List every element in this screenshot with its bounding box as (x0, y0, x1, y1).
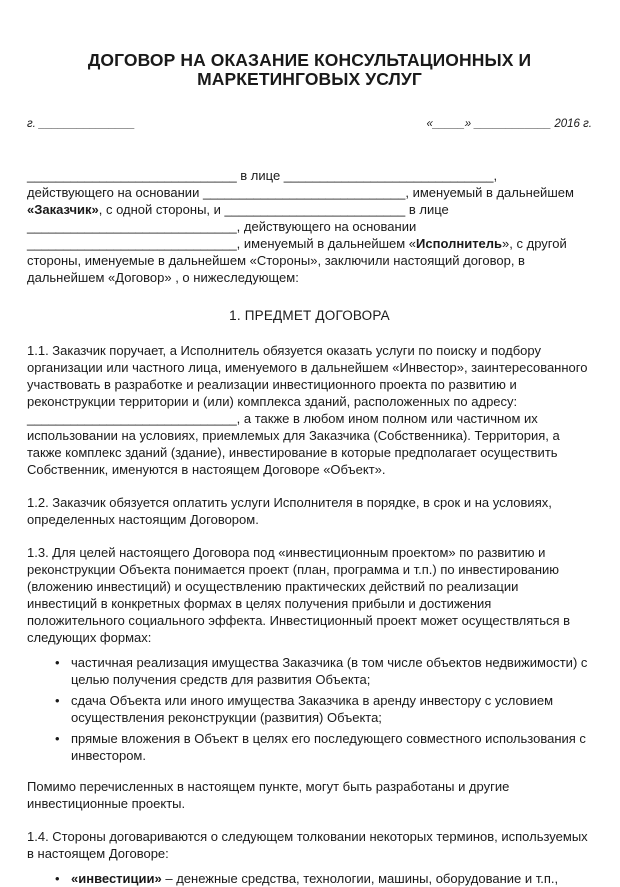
bullet-icon: • (55, 693, 60, 708)
list-item-text: частичная реализация имущества Заказчика (в том числе объектов недвижимости) с целью получения средств для развития Объекта; (71, 655, 588, 687)
preamble-line: стороны, именуемые в дальнейшем «Стороны», заключили настоящий договор, в (27, 253, 525, 268)
clause-extra-note: Помимо перечисленных в настоящем пункте, могут быть разработаны и другие инвестиционные проекты. (27, 779, 510, 811)
bullet-icon: • (55, 871, 60, 886)
bullet-icon: • (55, 731, 60, 746)
preamble-text: , с одной стороны, и _________________________ в лице (98, 202, 449, 217)
clause-1-2: 1.2. Заказчик обязуется оплатить услуги Исполнителя в порядке, в срок и на условиях, определенных настоящим Договором. (27, 495, 552, 527)
list-item-text: прямые вложения в Объект в целях его последующего совместного использования с инвестором. (71, 731, 586, 763)
date-field: «_____» ____________ 2016 г. (426, 118, 592, 130)
list-item-text: сдача Объекта или иного имущества Заказчика в аренду инвестору с условием осуществления реконструкции (развития) Объекта; (71, 693, 554, 725)
section-1-body (27, 342, 592, 887)
place-field: г. _______________ (27, 118, 135, 130)
clause-1-1: 1.1. Заказчик поручает, а Исполнитель обязуется оказать услуги по поиску и подбору организации или частного лица, именуемого в дальнейшем «Инвестор», заинтересованного участвовать в разработке и реализации инвестиционного проекта по развитию и реконструкции территории и (или) комплекса зданий, расположенных по адресу: _____________________________, а также в любом ином полном или частичном их использовании на условиях, приемлемых для Заказчика (Собственника). Территория, а также комплекс зданий (здание), инвестирование в которые предполагает осуществить Собственник, именуются в настоящем Договоре «Объект». (27, 343, 588, 477)
preamble-line: _____________________________, действующего на основании (27, 219, 417, 234)
preamble-line: _____________________________ в лице _____________________________, (27, 168, 498, 183)
preamble-line (27, 235, 592, 252)
preamble-line: дальнейшем «Договор» , о нижеследующем: (27, 270, 299, 285)
title-line-1: ДОГОВОР НА ОКАЗАНИЕ КОНСУЛЬТАЦИОННЫХ И (87, 50, 532, 70)
list-item (27, 730, 592, 764)
investment-forms-list (27, 654, 592, 764)
clause-1-3: 1.3. Для целей настоящего Договора под «инвестиционным проектом» по развитию и реконструкции Объекта понимается проект (план, программа и т.п.) по инвестированию (вложению инвестиций) и осуществлению практических действий по реализации инвестиций в конкретных формах в целях получения прибыли и достижения положительного социального эффекта. Инвестиционный проект может осуществляться в следующих формах: (27, 545, 571, 645)
document-title (27, 0, 592, 89)
term-definition: – денежные средства, технологии, машины, оборудование и т.п., (161, 871, 559, 886)
preamble-text: », с другой (502, 236, 567, 251)
preamble-line: действующего на основании ____________________________, именуемый в дальнейшем (27, 185, 574, 200)
list-item (27, 870, 592, 887)
terms-list (27, 870, 592, 887)
list-item (27, 654, 592, 688)
title-line-2: МАРКЕТИНГОВЫХ УСЛУГ (197, 69, 422, 89)
customer-term: «Заказчик» (27, 202, 99, 217)
list-item (27, 692, 592, 726)
place-date-row (27, 118, 592, 134)
clause-1-4: 1.4. Стороны договариваются о следующем толковании некоторых терминов, используемых в настоящем Договоре: (27, 829, 588, 861)
bullet-icon: • (55, 655, 60, 670)
term-investments: «инвестиции» (71, 871, 162, 886)
preamble-line (27, 201, 592, 218)
section-1-title: 1. ПРЕДМЕТ ДОГОВОРА (229, 308, 390, 323)
parties-preamble (27, 167, 592, 286)
preamble-text: _____________________________, именуемый в дальнейшем « (27, 236, 417, 251)
contractor-term: Исполнитель (416, 236, 503, 251)
